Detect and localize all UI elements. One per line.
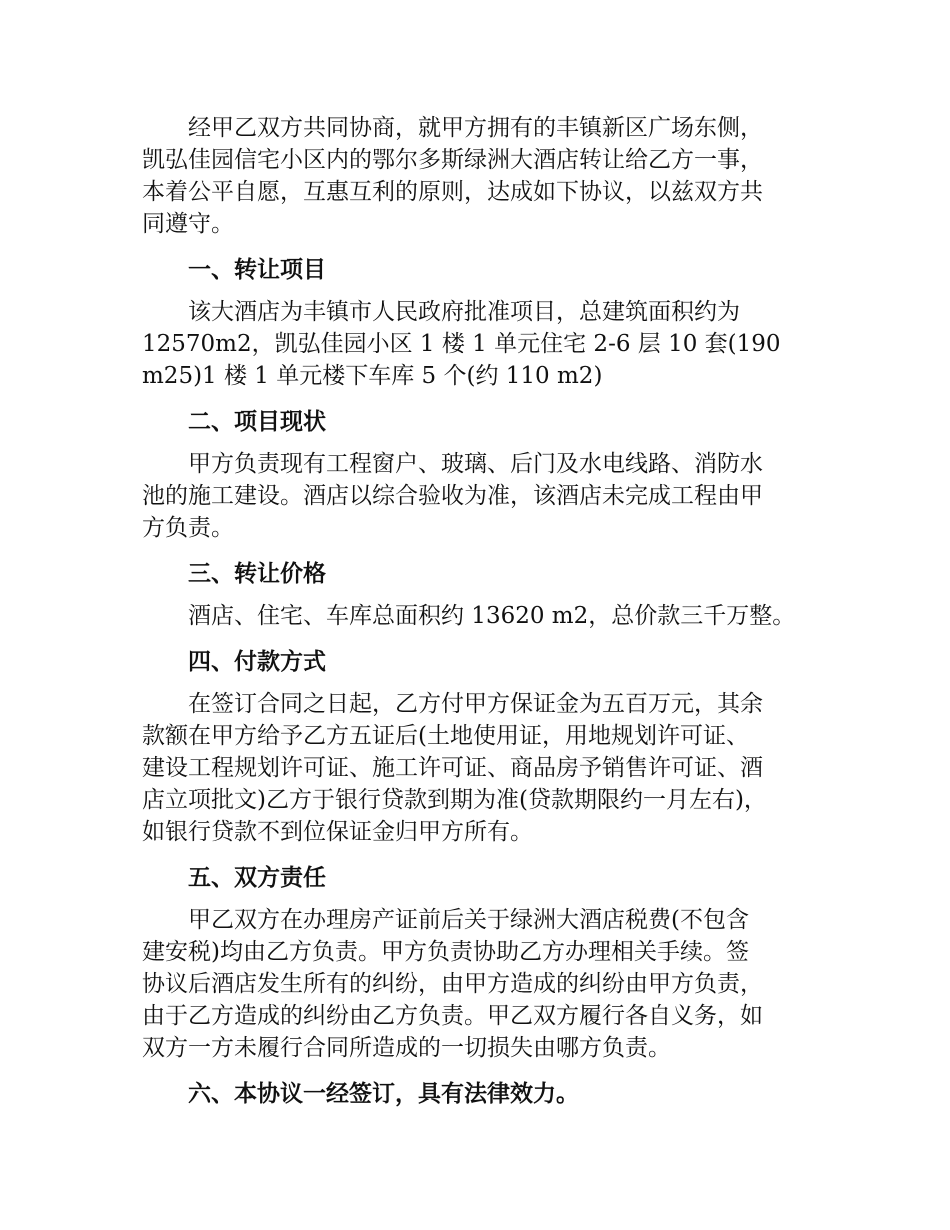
paragraph-line: 甲乙双方在办理房产证前后关于绿洲大酒店税费(不包含 — [188, 907, 749, 933]
paragraph-line: 建设工程规划许可证、施工许可证、商品房予销售许可证、酒 — [142, 755, 763, 781]
intro-line: 经甲乙双方共同协商，就甲方拥有的丰镇新区广场东侧， — [188, 115, 763, 141]
intro-line: 同遵守。 — [142, 211, 234, 237]
paragraph-line: 甲方负责现有工程窗户、玻璃、后门及水电线路、消防水 — [188, 451, 763, 477]
intro-line: 本着公平自愿，互惠互利的原则，达成如下协议，以兹双方共 — [142, 179, 763, 205]
section-heading-2: 二、项目现状 — [188, 409, 326, 435]
section-heading-4: 四、付款方式 — [188, 649, 326, 675]
intro-line: 凯弘佳园信宅小区内的鄂尔多斯绿洲大酒店转让给乙方一事， — [142, 147, 763, 173]
paragraph-line: 双方一方未履行合同所造成的一切损失由哪方负责。 — [142, 1035, 671, 1061]
paragraph-line: 建安税)均由乙方负责。甲方负责协助乙方办理相关手续。签 — [142, 939, 749, 965]
section-paragraph-5 — [142, 904, 814, 1064]
paragraph-line: 方负责。 — [142, 515, 234, 541]
paragraph-line: 由于乙方造成的纠纷由乙方负责。甲乙双方履行各自义务，如 — [142, 1003, 763, 1029]
section-heading-5: 五、双方责任 — [188, 865, 326, 891]
paragraph-line: 店立项批文)乙方于银行贷款到期为准(贷款期限约一月左右)， — [142, 787, 767, 813]
section-heading-3: 三、转让价格 — [188, 561, 326, 587]
document-body — [142, 112, 814, 1110]
paragraph-line: 酒店、住宅、车库总面积约 13620 m2，总价款三千万整。 — [188, 603, 796, 629]
paragraph-line: 如银行贷款不到位保证金归甲方所有。 — [142, 819, 533, 845]
section-heading-6: 六、本协议一经签订，具有法律效力。 — [188, 1081, 579, 1107]
paragraph-line: 12570m2，凯弘佳园小区 1 楼 1 单元住宅 2-6 层 10 套(190 — [142, 331, 781, 357]
paragraph-line: 款额在甲方给予乙方五证后(土地使用证，用地规划许可证、 — [142, 723, 749, 749]
section-paragraph-1 — [142, 296, 814, 392]
section-paragraph-4 — [142, 688, 814, 848]
paragraph-line: 协议后酒店发生所有的纠纷，由甲方造成的纠纷由甲方负责， — [142, 971, 763, 997]
intro-paragraph — [142, 112, 814, 240]
section-paragraph-2 — [142, 448, 814, 544]
paragraph-line: 该大酒店为丰镇市人民政府批准项目，总建筑面积约为 — [188, 299, 740, 325]
paragraph-line: 池的施工建设。酒店以综合验收为准，该酒店未完成工程由甲 — [142, 483, 763, 509]
section-paragraph-3 — [142, 600, 814, 632]
paragraph-line: 在签订合同之日起，乙方付甲方保证金为五百万元，其余 — [188, 691, 763, 717]
section-heading-1: 一、转让项目 — [188, 257, 326, 283]
paragraph-line: m25)1 楼 1 单元楼下车库 5 个(约 110 m2) — [142, 363, 603, 389]
